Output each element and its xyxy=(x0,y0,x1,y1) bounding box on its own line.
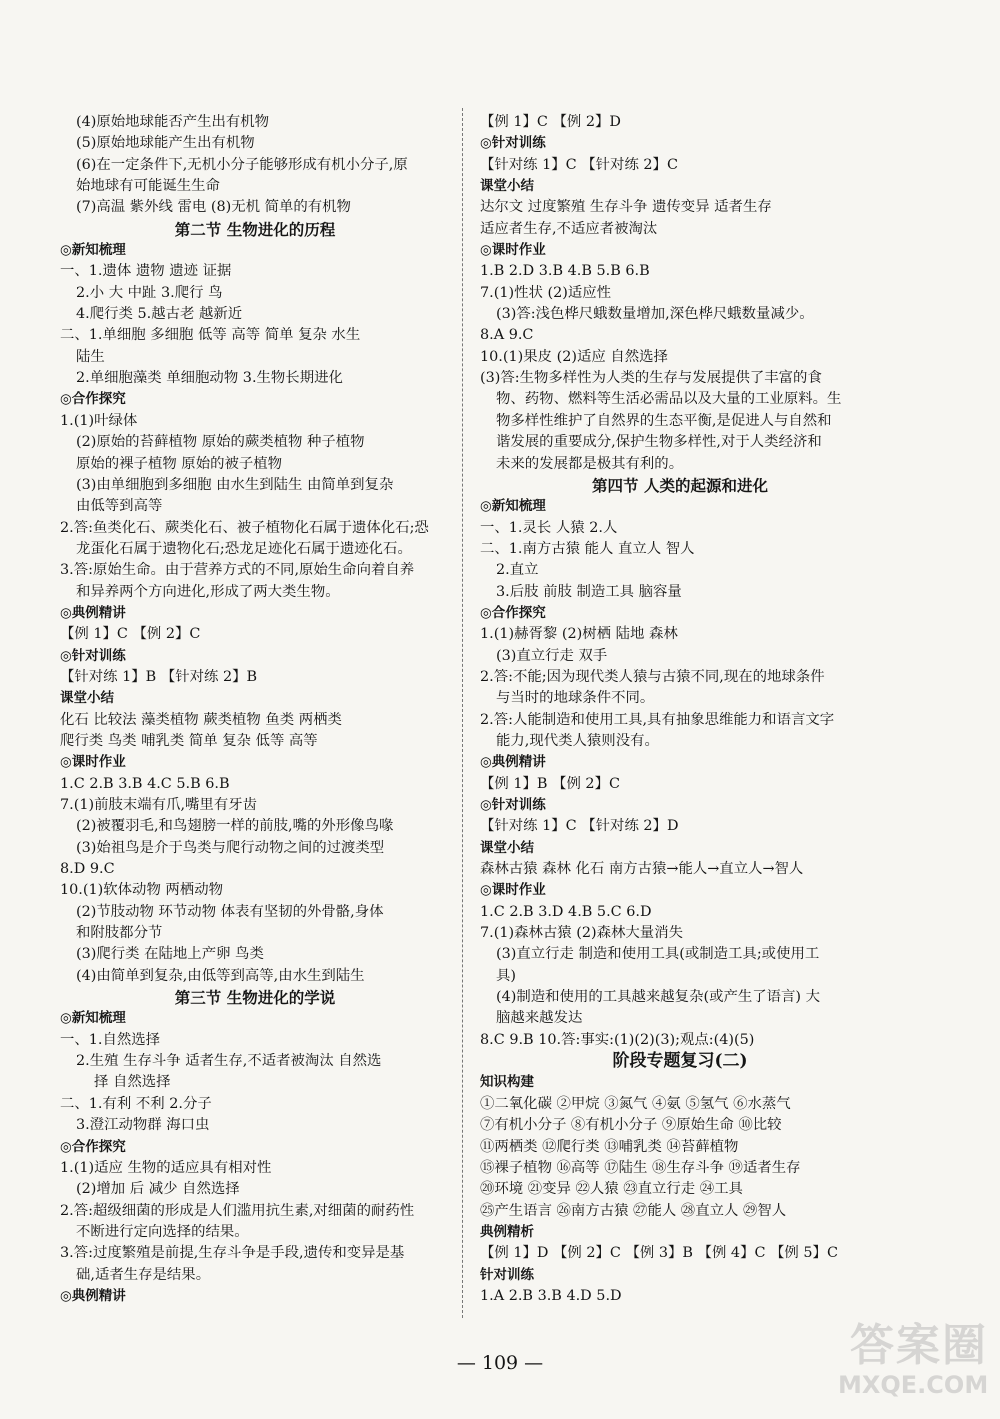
answer-line: 2.生殖 生存斗争 适者生存,不适者被淘汰 自然选 xyxy=(76,1053,382,1070)
section-heading: 针对训练 xyxy=(480,1266,534,1283)
answer-line: 和异养两个方向进化,形成了两大类生物。 xyxy=(76,583,340,600)
section-heading: ◎新知梳理 xyxy=(480,498,546,515)
answer-line: (2)被覆羽毛,和鸟翅膀一样的前肢,嘴的外形像鸟喙 xyxy=(76,818,394,835)
answer-line: 1.(1)叶绿体 xyxy=(60,412,138,429)
answer-line: 一、1.遗体 遗物 遗迹 证据 xyxy=(60,263,232,280)
answer-line: 2.直立 xyxy=(496,562,539,579)
answer-line: 始地球有可能诞生生命 xyxy=(76,178,220,195)
section-heading: ◎典例精讲 xyxy=(60,604,126,621)
answer-line: 2.答:人能制造和使用工具,具有抽象思维能力和语言文字 xyxy=(480,711,835,728)
answer-line: (3)爬行类 在陆地上产卵 鸟类 xyxy=(76,946,264,963)
answer-line: 和附肢都分节 xyxy=(76,925,163,942)
answer-line: 【针对练 1】B 【针对练 2】B xyxy=(60,668,258,685)
answer-line: (2)增加 后 减少 自然选择 xyxy=(76,1181,240,1198)
section-heading: ◎针对训练 xyxy=(480,797,546,813)
answer-line: 适应者生存,不适应者被淘汰 xyxy=(480,220,658,237)
answer-line: 8.A 9.C xyxy=(480,327,534,344)
watermark-logo xyxy=(838,1321,988,1413)
answer-line: 3.答:过度繁殖是前提,生存斗争是手段,遗传和变异是基 xyxy=(60,1245,405,1262)
answer-line: 8.D 9.C xyxy=(60,861,115,878)
section-title: 第四节 人类的起源和进化 xyxy=(592,475,768,495)
answer-line: 具) xyxy=(496,967,517,984)
answer-line: 化石 比较法 藻类植物 蕨类植物 鱼类 两栖类 xyxy=(60,711,342,728)
answer-line: (3)答:浅色桦尺蛾数量增加,深色桦尺蛾数量减少。 xyxy=(496,306,814,323)
answer-line: 未来的发展都是极其有利的。 xyxy=(496,455,684,472)
answer-line: 龙蛋化石属于遗物化石;恐龙足迹化石属于遗迹化石。 xyxy=(76,540,412,557)
answer-line: 与当时的地球条件不同。 xyxy=(496,690,655,707)
answer-line: 2.答:不能;因为现代类人猿与古猿不同,现在的地球条件 xyxy=(480,668,825,685)
section-heading: ◎合作探究 xyxy=(480,604,546,621)
section-heading: ◎新知梳理 xyxy=(60,242,126,259)
answer-line: 二、1.有利 不利 2.分子 xyxy=(60,1095,212,1112)
answer-line: 1.(1)赫胥黎 (2)树栖 陆地 森林 xyxy=(480,626,678,643)
answer-line: ⑳环境 ㉑变异 ㉒人猿 ㉓直立行走 ㉔工具 xyxy=(480,1181,743,1198)
answer-line: (3)始祖鸟是介于鸟类与爬行动物之间的过渡类型 xyxy=(76,839,385,856)
answer-line: 1.(1)适应 生物的适应具有相对性 xyxy=(60,1159,272,1176)
answer-line: 2.答:超级细菌的形成是人们滥用抗生素,对细菌的耐药性 xyxy=(60,1202,415,1219)
section-title: 第三节 生物进化的学说 xyxy=(174,988,336,1008)
watermark-url: MXQE.COM xyxy=(838,1371,989,1399)
answer-line: (4)由简单到复杂,由低等到高等,由水生到陆生 xyxy=(76,967,365,984)
answer-line: 8.C 9.B 10.答:事实:(1)(2)(3);观点:(4)(5) xyxy=(480,1031,755,1048)
answer-line: 1.A 2.B 3.B 4.D 5.D xyxy=(480,1287,622,1304)
answer-line: 【例 1】D 【例 2】C 【例 3】B 【例 4】C 【例 5】C xyxy=(480,1245,838,1262)
answer-line: 4.爬行类 5.越古老 越新近 xyxy=(76,306,243,323)
section-heading: ◎课时作业 xyxy=(60,754,126,771)
answer-line: 由低等到高等 xyxy=(76,498,163,515)
answer-line: 择 自然选择 xyxy=(94,1074,171,1091)
section-heading: ◎合作探究 xyxy=(60,1138,126,1155)
answer-line: 1.B 2.D 3.B 4.B 5.B 6.B xyxy=(480,263,650,280)
answer-line: 不断进行定向选择的结果。 xyxy=(76,1223,249,1240)
answer-line: 物多样性维护了自然界的生态平衡,是促进人与自然和 xyxy=(496,412,832,429)
section-heading: ◎典例精讲 xyxy=(60,1287,126,1304)
answer-line: 2.小 大 中趾 3.爬行 鸟 xyxy=(76,284,223,301)
answer-line: (6)在一定条件下,无机小分子能够形成有机小分子,原 xyxy=(76,156,408,173)
answer-line: 二、1.南方古猿 能人 直立人 智人 xyxy=(480,540,695,557)
watermark-logo-text: 答案圈 xyxy=(850,1320,988,1371)
answer-line: (7)高温 紫外线 雷电 (8)无机 简单的有机物 xyxy=(76,199,351,216)
answer-line: 能力,现代类人猿则没有。 xyxy=(496,732,659,749)
answer-line: 7.(1)前肢末端有爪,嘴里有牙齿 xyxy=(60,797,257,813)
answer-line: 7.(1)性状 (2)适应性 xyxy=(480,284,612,301)
section-heading: 典例精析 xyxy=(480,1223,534,1240)
answer-line: (4)原始地球能否产生出有机物 xyxy=(76,114,270,130)
answer-line: (2)原始的苔藓植物 原始的蕨类植物 种子植物 xyxy=(76,434,365,451)
answer-line: 3.澄江动物群 海口虫 xyxy=(76,1117,210,1134)
section-heading: ◎针对训练 xyxy=(60,647,126,664)
answer-line: 脑越来越发达 xyxy=(496,1010,583,1027)
answer-line: ⑪两栖类 ⑫爬行类 ⑬哺乳类 ⑭苔藓植物 xyxy=(480,1138,739,1155)
answer-line: 7.(1)森林古猿 (2)森林大量消失 xyxy=(480,925,683,942)
right-column xyxy=(480,112,880,1307)
answer-line: (3)由单细胞到多细胞 由水生到陆生 由简单到复杂 xyxy=(76,476,394,493)
answer-line: 原始的裸子植物 原始的被子植物 xyxy=(76,455,283,472)
answer-line: (5)原始地球能产生出有机物 xyxy=(76,135,255,152)
answer-line: 物、药物、燃料等生活必需品以及大量的工业原料。生 xyxy=(496,391,842,408)
section-heading: ◎新知梳理 xyxy=(60,1010,126,1027)
answer-line: 3.答:原始生命。由于营养方式的不同,原始生命向着自养 xyxy=(60,562,415,579)
answer-line: ⑮裸子植物 ⑯高等 ⑰陆生 ⑱生存斗争 ⑲适者生存 xyxy=(480,1159,801,1176)
answer-line: (3)答:生物多样性为人类的生存与发展提供了丰富的食 xyxy=(480,370,822,387)
section-heading: ◎合作探究 xyxy=(60,391,126,408)
answer-line: ①二氧化碳 ②甲烷 ③氮气 ④氨 ⑤氢气 ⑥水蒸气 xyxy=(480,1095,791,1112)
answer-line: ⑦有机小分子 ⑧有机小分子 ⑨原始生命 ⑩比较 xyxy=(480,1117,782,1134)
answer-line: 一、1.灵长 人猿 2.人 xyxy=(480,519,618,536)
section-heading: 课堂小结 xyxy=(480,839,534,856)
answer-line: 二、1.单细胞 多细胞 低等 高等 简单 复杂 水生 xyxy=(60,327,361,344)
page-number: — 109 — xyxy=(456,1352,544,1374)
column-divider xyxy=(462,108,463,1318)
answer-line: 1.C 2.B 3.B 4.C 5.B 6.B xyxy=(60,775,230,792)
section-heading: ◎针对训练 xyxy=(480,135,546,152)
answer-line: 一、1.自然选择 xyxy=(60,1031,161,1048)
left-column xyxy=(60,112,450,1307)
answer-line: 10.(1)软体动物 两栖动物 xyxy=(60,882,223,899)
answer-line: (2)节肢动物 环节动物 体表有坚韧的外骨骼,身体 xyxy=(76,903,384,920)
section-title: 阶段专题复习(二) xyxy=(612,1051,748,1072)
answer-line: 达尔文 过度繁殖 生存斗争 遗传变异 适者生存 xyxy=(480,199,772,216)
answer-line: 【例 1】C 【例 2】D xyxy=(480,114,621,130)
answer-line: ㉕产生语言 ㉖南方古猿 ㉗能人 ㉘直立人 ㉙智人 xyxy=(480,1202,787,1219)
answer-line: 森林古猿 森林 化石 南方古猿→能人→直立人→智人 xyxy=(480,861,804,878)
answer-line: (3)直立行走 双手 xyxy=(496,647,608,664)
answer-line: 【例 1】C 【例 2】C xyxy=(60,626,201,643)
section-heading: ◎课时作业 xyxy=(480,242,546,259)
answer-line: 1.C 2.B 3.D 4.B 5.C 6.D xyxy=(480,903,652,920)
answer-line: (4)制造和使用的工具越来越复杂(或产生了语言) 大 xyxy=(496,989,821,1006)
answer-line: 陆生 xyxy=(76,348,105,365)
answer-line: 10.(1)果皮 (2)适应 自然选择 xyxy=(480,348,668,365)
answer-line: (3)直立行走 制造和使用工具(或制造工具;或使用工 xyxy=(496,946,820,963)
answer-line: 3.后肢 前肢 制造工具 脑容量 xyxy=(496,583,682,600)
section-heading: 课堂小结 xyxy=(480,178,534,195)
answer-line: 【例 1】B 【例 2】C xyxy=(480,775,620,792)
answer-line: 谐发展的重要成分,保护生物多样性,对于人类经济和 xyxy=(496,434,822,451)
answer-line: 【针对练 1】C 【针对练 2】D xyxy=(480,818,679,835)
section-heading: 课堂小结 xyxy=(60,690,114,707)
section-title: 第二节 生物进化的历程 xyxy=(174,219,336,239)
answer-line: 础,适者生存是结果。 xyxy=(76,1266,211,1283)
answer-line: 爬行类 鸟类 哺乳类 简单 复杂 低等 高等 xyxy=(60,732,318,749)
section-heading: ◎课时作业 xyxy=(480,882,546,899)
section-heading: ◎典例精讲 xyxy=(480,754,546,771)
answer-line: 【针对练 1】C 【针对练 2】C xyxy=(480,156,678,173)
section-heading: 知识构建 xyxy=(480,1074,534,1091)
answer-line: 2.单细胞藻类 单细胞动物 3.生物长期进化 xyxy=(76,370,343,387)
answer-line: 2.答:鱼类化石、蕨类化石、被子植物化石属于遗体化石;恐 xyxy=(60,519,429,536)
